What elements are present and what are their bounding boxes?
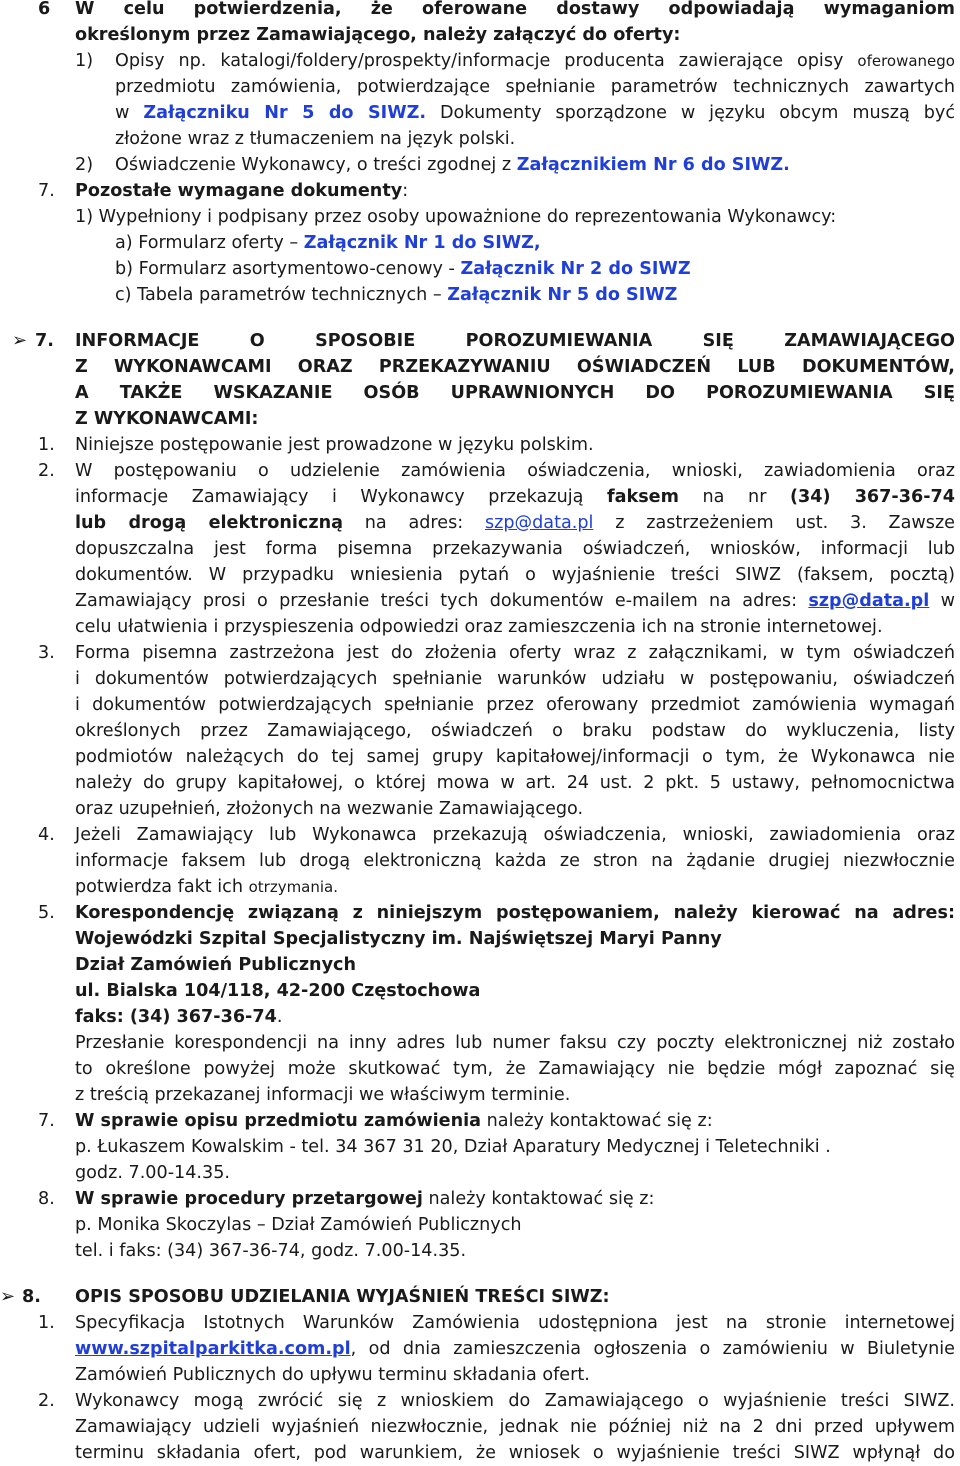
address-line: Dział Zamówień Publicznych — [75, 955, 357, 975]
section-6-line: W celu potwierdzenia, że oferowane dostawy odpowiadają wymaganiom — [75, 0, 955, 19]
section-heading-line: OPIS SPOSOBU UDZIELANIA WYJAŚNIEŃ TREŚCI SIWZ: — [75, 1287, 610, 1307]
item-number: 2. — [38, 1391, 55, 1411]
paragraph-line: Oświadczenie Wykonawcy, o treści zgodnej z Załącznikiem Nr 6 do SIWZ. — [115, 155, 790, 175]
email-link[interactable]: szp@data.pl — [808, 591, 930, 611]
arrow-bullet-icon: ➢ — [0, 1286, 16, 1307]
paragraph-line: tel. i faks: (34) 367-36-74, godz. 7.00-14.35. — [75, 1241, 467, 1261]
item-number: 2) — [75, 155, 94, 175]
paragraph-line: i dokumentów potwierdzających spełnianie warunków udziału w postępowaniu, oświadczeń — [75, 669, 955, 689]
item-number: 6 — [38, 0, 51, 19]
item-number: 8. — [22, 1287, 41, 1307]
paragraph-line: informacje Zamawiający i Wykonawcy przekazują faksem na nr (34) 367-36-74 — [75, 487, 955, 507]
attachment-reference: Załącznik Nr 5 do SIWZ — [447, 285, 678, 305]
paragraph-line: W sprawie opisu przedmiotu zamówienia należy kontaktować się z: — [75, 1111, 713, 1131]
address-line: ul. Bialska 104/118, 42-200 Częstochowa — [75, 981, 481, 1001]
paragraph-line: Specyfikacja Istotnych Warunków Zamówienia udostępniona jest na stronie internetowej — [75, 1313, 955, 1333]
paragraph-line: i dokumentów potwierdzających spełnianie przez oferowany przedmiot zamówienia wymagań — [75, 695, 955, 715]
paragraph-line: podmiotów należących do tej samej grupy kapitałowej/informacji o tym, że Wykonawca nie — [75, 747, 955, 767]
paragraph-line: p. Łukaszem Kowalskim - tel. 34 367 31 20, Dział Aparatury Medycznej i Teletechniki . — [75, 1137, 831, 1157]
section-heading-line: INFORMACJE O SPOSOBIE POROZUMIEWANIA SIĘ ZAMAWIAJĄCEGO — [75, 331, 955, 351]
item-number: 5. — [38, 903, 55, 923]
paragraph-line: należy do grupy kapitałowej, o której mowa w art. 24 ust. 2 pkt. 5 ustawy, pełnomocnictwa — [75, 773, 955, 793]
section-heading-line: Z WYKONAWCAMI: — [75, 409, 259, 429]
item-number: 7. — [38, 181, 55, 201]
paragraph-line: określonych przez Zamawiającego, oświadczeń o braku podstaw do wykluczenia, listy — [75, 721, 955, 741]
paragraph-line: Jeżeli Zamawiający lub Wykonawca przekazują oświadczenia, wnioski, zawiadomienia oraz — [75, 825, 955, 845]
item-number: 4. — [38, 825, 55, 845]
email-link[interactable]: szp@data.pl — [484, 513, 594, 533]
paragraph-line: celu ułatwienia i przyspieszenia odpowiedzi oraz zamieszczenia ich na stronie internetowej. — [75, 617, 883, 637]
paragraph-line: Zamawiający udzieli wyjaśnień niezwłocznie, jednak nie później niż na 2 dni przed upływem — [75, 1417, 955, 1437]
item-number: 7. — [38, 1111, 55, 1131]
paragraph-line: to określone powyżej może skutkować tym, że Zamawiający nie będzie mógł zapoznać się — [75, 1059, 955, 1079]
paragraph-line: Zamówień Publicznych do upływu terminu składania ofert. — [75, 1365, 590, 1385]
paragraph-line: Zamawiający prosi o przesłanie treści tych dokumentów e-mailem na adres: szp@data.pl w — [75, 591, 955, 611]
attachment-reference: Załączniku Nr 5 do SIWZ. — [143, 103, 427, 123]
paragraph-line: dopuszczalna jest forma pisemna przekazywania oświadczeń, wniosków, informacji lub — [75, 539, 955, 559]
list-item: b) Formularz asortymentowo-cenowy - Załącznik Nr 2 do SIWZ — [115, 259, 691, 279]
paragraph-line: 1) Wypełniony i podpisany przez osoby upoważnione do reprezentowania Wykonawcy: — [75, 207, 837, 227]
paragraph-line: dokumentów. W przypadku wniesienia pytań o wyjaśnienie treści SIWZ (faksem, pocztą) — [75, 565, 955, 585]
paragraph-line: potwierdza fakt ich otrzymania. — [75, 877, 339, 897]
item-number: 7. — [35, 331, 54, 351]
item-number: 1) — [75, 51, 94, 71]
paragraph-line: przedmiotu zamówienia, potwierdzające spełnianie parametrów technicznych zawartych — [115, 77, 955, 97]
paragraph-line: oraz uzupełnień, złożonych na wezwanie Zamawiającego. — [75, 799, 584, 819]
arrow-bullet-icon: ➢ — [12, 330, 28, 351]
attachment-reference: Załącznikiem Nr 6 do SIWZ. — [516, 155, 790, 175]
website-link[interactable]: www.szpitalparkitka.com.pl — [75, 1339, 351, 1359]
list-item: a) Formularz oferty – Załącznik Nr 1 do SIWZ, — [115, 233, 541, 253]
paragraph-line: Pozostałe wymagane dokumenty: — [75, 181, 409, 201]
address-line: faks: (34) 367-36-74. — [75, 1007, 283, 1027]
item-number: 1. — [38, 435, 55, 455]
item-number: 2. — [38, 461, 55, 481]
section-heading-line: Z WYKONAWCAMI ORAZ PRZEKAZYWANIU OŚWIADCZEŃ LUB DOKUMENTÓW, — [75, 357, 955, 377]
paragraph-line: w Załączniku Nr 5 do SIWZ. Dokumenty sporządzone w języku obcym muszą być — [115, 103, 956, 123]
paragraph-line: Wykonawcy mogą zwrócić się z wnioskiem do Zamawiającego o wyjaśnienie treści SIWZ. — [75, 1391, 955, 1411]
paragraph-line: www.szpitalparkitka.com.pl, od dnia zamieszczenia ogłoszenia o zamówieniu w Biuletynie — [75, 1339, 955, 1359]
paragraph-line: godz. 7.00-14.35. — [75, 1163, 231, 1183]
paragraph-line: informacje faksem lub drogą elektroniczną każda ze stron na żądanie drugiej niezwłocznie — [75, 851, 955, 871]
section-heading-line: A TAKŻE WSKAZANIE OSÓB UPRAWNIONYCH DO POROZUMIEWANIA SIĘ — [75, 383, 955, 403]
item-number: 3. — [38, 643, 55, 663]
attachment-reference: Załącznik Nr 2 do SIWZ — [460, 259, 691, 279]
paragraph-line: p. Monika Skoczylas – Dział Zamówień Publicznych — [75, 1215, 522, 1235]
address-line: Wojewódzki Szpital Specjalistyczny im. Najświętszej Maryi Panny — [75, 929, 722, 949]
paragraph-line: Korespondencję związaną z niniejszym postępowaniem, należy kierować na adres: — [75, 903, 955, 923]
paragraph-line: Forma pisemna zastrzeżona jest do złożenia oferty wraz z załącznikami, w tym oświadczeń — [75, 643, 955, 663]
section-6-line: określonym przez Zamawiającego, należy załączyć do oferty: — [75, 25, 681, 45]
list-item: c) Tabela parametrów technicznych – Załącznik Nr 5 do SIWZ — [115, 285, 678, 305]
paragraph-line: terminu składania ofert, pod warunkiem, że wniosek o wyjaśnienie treści SIWZ wpłynął do — [75, 1443, 955, 1463]
paragraph-line: Przesłanie korespondencji na inny adres lub numer faksu czy poczty elektronicznej niż zostało — [75, 1033, 955, 1053]
paragraph-line: lub drogą elektroniczną na adres: szp@data.pl z zastrzeżeniem ust. 3. Zawsze — [75, 513, 956, 533]
paragraph-line: Niniejsze postępowanie jest prowadzone w języku polskim. — [75, 435, 594, 455]
paragraph-line: złożone wraz z tłumaczeniem na język polski. — [115, 129, 516, 149]
attachment-reference: Załącznik Nr 1 do SIWZ — [303, 233, 534, 253]
item-number: 8. — [38, 1189, 55, 1209]
paragraph-line: Opisy np. katalogi/foldery/prospekty/informacje producenta zawierające opisy oferowanego — [115, 51, 955, 71]
paragraph-line: W postępowaniu o udzielenie zamówienia oświadczenia, wnioski, zawiadomienia oraz — [75, 461, 955, 481]
item-number: 1. — [38, 1313, 55, 1333]
paragraph-line: z treścią przekazanej informacji we właściwym terminie. — [75, 1085, 571, 1105]
paragraph-line: W sprawie procedury przetargowej należy kontaktować się z: — [75, 1189, 655, 1209]
